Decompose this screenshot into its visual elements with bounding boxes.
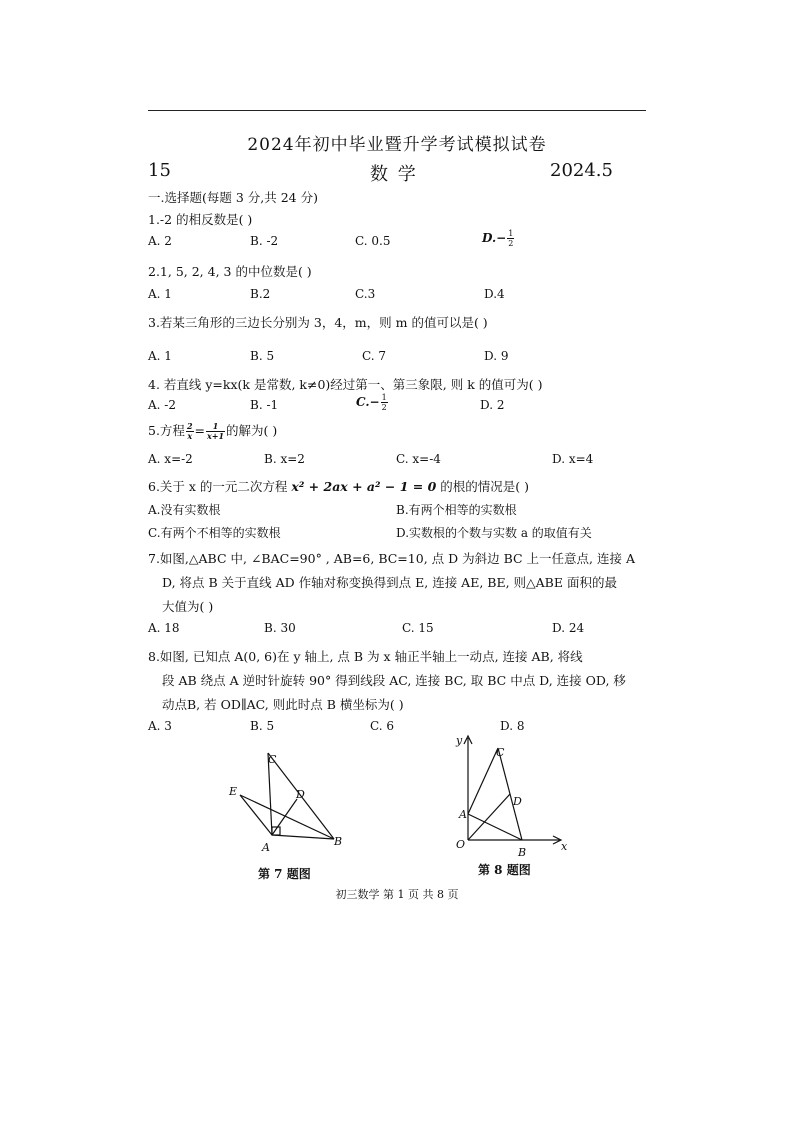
- q3-option-a: A. 1: [148, 349, 172, 363]
- q1-option-d-fraction: $\frac{1}{2}$: [508, 229, 514, 248]
- question-7-line-2: D, 将点 B 关于直线 AD 作轴对称变换得到点 E, 连接 AE, BE, 则△ABE 面积的最: [162, 575, 617, 590]
- q7-option-a: A. 18: [148, 621, 180, 635]
- fig8-label-y: y: [456, 734, 463, 747]
- q3-option-d: D. 9: [484, 349, 509, 363]
- q5-option-c: C. x=-4: [396, 452, 441, 466]
- fig8-label-b: B: [518, 846, 527, 859]
- q4-option-c-prefix: C.−: [356, 395, 380, 409]
- question-7-line-3: 大值为( ): [162, 599, 214, 614]
- q4-option-a: A. -2: [148, 398, 176, 412]
- fig7-line-ea: [240, 795, 272, 835]
- q1-option-d-prefix: D.−: [482, 231, 507, 245]
- exam-date: 2024.5: [550, 160, 613, 181]
- q5-option-a: A. x=-2: [148, 452, 193, 466]
- q1-option-d: [482, 229, 515, 248]
- q5-fraction-left: $\frac{2}{x}$: [186, 421, 193, 441]
- fig7-line-ab: [272, 835, 334, 839]
- q6-option-b: B.有两个相等的实数根: [396, 503, 517, 517]
- q8-option-b: B. 5: [250, 719, 275, 733]
- fig7-line-eb: [240, 795, 334, 839]
- fig8-label-d: D: [513, 795, 522, 808]
- fig8-label-x: x: [561, 840, 568, 853]
- q6-option-d: D.实数根的个数与实数 a 的取值有关: [396, 526, 592, 540]
- q6-option-a: A.没有实数根: [148, 503, 221, 517]
- q2-option-d: D.4: [484, 287, 505, 301]
- figure-7-caption: 第 7 题图: [258, 867, 311, 881]
- q2-option-a: A. 1: [148, 287, 172, 301]
- question-2-stem: 2.1, 5, 2, 4, 3 的中位数是( ): [148, 264, 312, 279]
- q2-option-c: C.3: [355, 287, 376, 301]
- q1-option-b: B. -2: [250, 234, 279, 248]
- section-heading: 一.选择题(每题 3 分,共 24 分): [148, 190, 318, 205]
- q1-option-a: A. 2: [148, 234, 172, 248]
- page-footer: 初三数学 第 1 页 共 8 页: [335, 888, 459, 901]
- fig7-label-d: D: [296, 788, 305, 801]
- exam-code: 15: [148, 160, 171, 181]
- question-4-stem: 4. 若直线 y=kx(k 是常数, k≠0)经过第一、第三象限, 则 k 的值可为( ): [148, 377, 543, 392]
- q1-option-c: C. 0.5: [355, 234, 391, 248]
- question-1-stem: 1.-2 的相反数是( ): [148, 212, 253, 227]
- question-3-stem: 3.若某三角形的三边长分别为 3，4，m，则 m 的值可以是( ): [148, 315, 488, 330]
- fig7-label-c: C: [268, 753, 277, 766]
- q4-option-d: D. 2: [480, 398, 505, 412]
- figure-8-diagram: [450, 730, 580, 860]
- exam-title: 2024年初中毕业暨升学考试模拟试卷: [247, 135, 547, 155]
- q7-option-d: D. 24: [552, 621, 585, 635]
- fig7-label-a: A: [262, 841, 270, 854]
- fig7-label-b: B: [334, 835, 343, 848]
- question-5-stem: 5.方程 $\frac{2}{x}$ = $\frac{1}{x+1}$ 的解为( ): [148, 421, 278, 441]
- q2-option-b: B.2: [250, 287, 271, 301]
- question-8-line-2: 段 AB 绕点 A 逆时针旋转 90° 得到线段 AC, 连接 BC, 取 BC 中点 D, 连接 OD, 移: [162, 673, 626, 688]
- fig7-line-ad: [272, 799, 297, 835]
- q8-option-c: C. 6: [370, 719, 395, 733]
- q5-option-b: B. x=2: [264, 452, 305, 466]
- q6-option-c: C.有两个不相等的实数根: [148, 526, 281, 540]
- q5-option-d: D. x=4: [552, 452, 594, 466]
- question-6-stem: 6.关于 x 的一元二次方程 x² + 2ax + a² − 1 = 0 的根的情况是( ): [148, 479, 529, 494]
- q7-option-c: C. 15: [402, 621, 434, 635]
- fig8-label-o: O: [456, 838, 466, 851]
- q5-fraction-right: $\frac{1}{x+1}$: [207, 421, 225, 441]
- q6-equation: x² + 2ax + a² − 1 = 0: [291, 479, 437, 494]
- q4-option-c-fraction: $\frac{1}{2}$: [381, 393, 387, 412]
- exam-subject: 数 学: [370, 164, 418, 185]
- q3-option-b: B. 5: [250, 349, 275, 363]
- figure-8-caption: 第 8 题图: [478, 863, 531, 877]
- fig8-line-ab: [468, 814, 522, 840]
- fig8-line-cb: [498, 748, 522, 840]
- q8-option-a: A. 3: [148, 719, 172, 733]
- fig8-label-a: A: [459, 808, 467, 821]
- fig7-label-e: E: [229, 785, 238, 798]
- question-7-line-1: 7.如图,△ABC 中, ∠BAC=90° , AB=6, BC=10, 点 D 为斜边 BC 上一任意点, 连接 A: [148, 551, 635, 566]
- q4-option-c: [356, 393, 389, 412]
- question-8-line-3: 动点B, 若 OD∥AC, 则此时点 B 横坐标为( ): [162, 697, 404, 712]
- fig8-label-c: C: [496, 746, 505, 759]
- q7-option-b: B. 30: [264, 621, 296, 635]
- fig8-line-ac: [468, 748, 498, 814]
- top-rule: [148, 110, 646, 111]
- question-8-line-1: 8.如图, 已知点 A(0, 6)在 y 轴上, 点 B 为 x 轴正半轴上一动点, 连接 AB, 将线: [148, 649, 583, 664]
- q4-option-b: B. -1: [250, 398, 279, 412]
- q8-option-d: D. 8: [500, 719, 525, 733]
- q3-option-c: C. 7: [362, 349, 387, 363]
- figure-7-diagram: [220, 745, 360, 865]
